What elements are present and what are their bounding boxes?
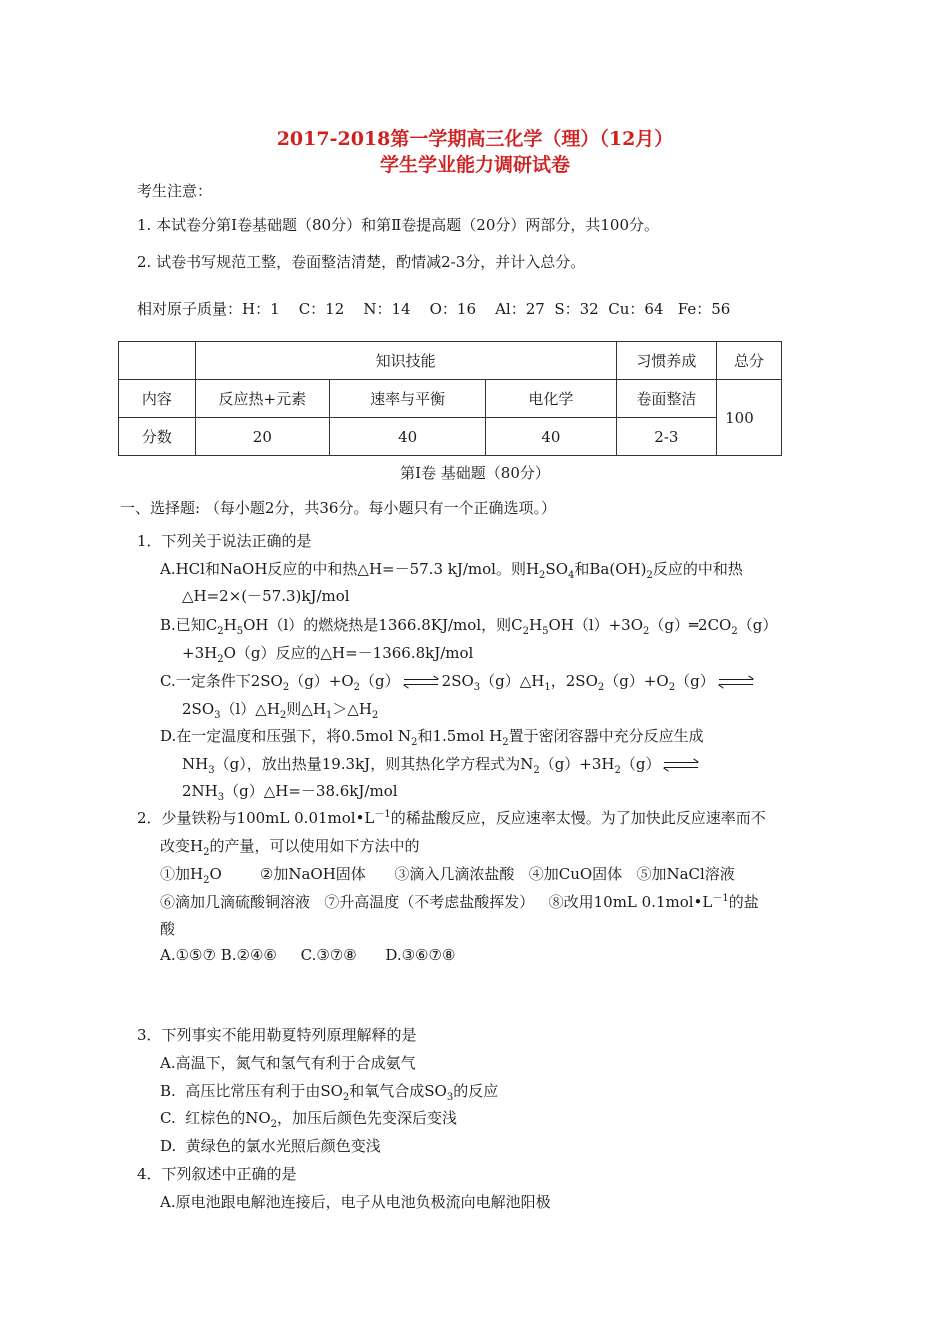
row-label-score: 分数 — [119, 418, 196, 456]
q1-option-d-line2: $NH_3(g)$，放出热量19.3kJ，则其热化学方程式为$N_2(g)+3H_2(g)$ — [182, 753, 702, 774]
score-cell: 2-3 — [616, 418, 717, 456]
score-cell: 40 — [486, 418, 616, 456]
content-cell: 速率与平衡 — [330, 380, 486, 418]
score-cell: 40 — [330, 418, 486, 456]
content-cell: 反应热+元素 — [195, 380, 329, 418]
q2-options-line2: ⑥滴加几滴硫酸铜溶液 ⑦升高温度（不考虑盐酸挥发） ⑧改用10mL $0.1mol•L^{-1}$的盐 — [160, 893, 759, 911]
part1-instruction: 一、选择题: （每小题2分，共36分。每小题只有一个正确选项。） — [120, 499, 556, 517]
q1-option-c-line1: C.一定条件下$2SO_2(g)+O_2(g)$ $2SO_3(g)\triangle H_1$，$2SO_2(g)+O_2(g)$ — [160, 670, 757, 691]
score-cell: 20 — [195, 418, 329, 456]
table-corner-cell — [119, 342, 196, 380]
q1-option-d-line1: D.在一定温度和压强下，将0.5mol $N_2$和1.5mol $H_2$置于密闭容器中充分反应生成 — [160, 727, 704, 748]
q4-stem: 4．下列叙述中正确的是 — [137, 1165, 297, 1183]
notice-heading: 考生注意： — [137, 182, 213, 200]
equilibrium-arrow-icon — [664, 760, 698, 770]
q1-stem: 1．下列关于说法正确的是 — [137, 532, 312, 550]
q1-option-b-line1: B.已知$C_2H_5OH(l)$的燃烧热是1366.8KJ/mol，则$C_2H_5OH(l)+3O_2(g)═2CO_2(g)$ — [160, 616, 778, 637]
q3-stem: 3．下列事实不能用勒夏特列原理解释的是 — [137, 1026, 417, 1044]
q3-option-d: D. 黄绿色的氯水光照后颜色变浅 — [160, 1137, 381, 1155]
equilibrium-arrow-icon — [404, 677, 438, 687]
exam-title-line2: 学生学业能力调研试卷 — [379, 154, 570, 176]
content-cell: 卷面整洁 — [616, 380, 717, 418]
header-knowledge: 知识技能 — [195, 342, 616, 380]
q1-option-a-line2: △H=2×(－57.3)kJ/mol — [182, 587, 350, 605]
notice-item-2: 2. 试卷书写规范工整，卷面整洁清楚，酌情减2-3分，并计入总分。 — [137, 253, 586, 271]
q2-options-line3: 酸 — [160, 920, 176, 938]
content-cell: 电化学 — [486, 380, 616, 418]
q2-stem-line1: 2．少量铁粉与100mL $0.01mol•L^{-1}$的稀盐酸反应，反应速率太慢。为了加快此反应速率而不 — [137, 809, 766, 827]
q1-option-b-line2: $+3H_2O(g)$反应的△H=－1366.8kJ/mol — [182, 644, 474, 665]
q4-option-a: A.原电池跟电解池连接后，电子从电池负极流向电解池阳极 — [160, 1193, 551, 1211]
header-total: 总分 — [717, 342, 782, 380]
q3-option-c: C. 红棕色的$NO_2$，加压后颜色先变深后变浅 — [160, 1109, 458, 1130]
section-heading: 第Ⅰ卷 基础题（80分） — [400, 464, 550, 482]
q1-option-a-line1: A.HCl和NaOH反应的中和热△H=－57.3 kJ/mol。则$H_2SO_4$和$Ba(OH)_2$反应的中和热 — [160, 560, 743, 581]
q2-stem-line2: 改变$H_2$的产量，可以使用如下方法中的 — [160, 837, 420, 858]
header-habit: 习惯养成 — [616, 342, 717, 380]
row-label-content: 内容 — [119, 380, 196, 418]
total-score-cell: 100 — [717, 380, 782, 456]
q2-options-line1: ①加$H_2O$ ②加NaOH固体 ③滴入几滴浓盐酸 ④加CuO固体 ⑤加NaCl溶液 — [160, 865, 735, 886]
q1-option-d-line3: $2NH_3(g)\triangle H=-38.6kJ$/mol — [182, 782, 398, 803]
q3-option-a: A.高温下，氮气和氢气有利于合成氨气 — [160, 1054, 416, 1072]
q3-option-b: B. 高压比常压有利于由$SO_2$和氧气合成$SO_3$的反应 — [160, 1082, 499, 1103]
exam-title-line1: 2017-2018第一学期高三化学（理）（12月） — [276, 128, 674, 150]
score-table — [118, 341, 782, 456]
atomic-mass-line: 相对原子质量：H：1 C：12 N：14 O：16 Al：27 S：32 Cu：64 Fe：56 — [137, 300, 731, 318]
equilibrium-arrow-icon — [719, 677, 753, 687]
notice-item-1: 1. 本试卷分第Ⅰ卷基础题（80分）和第Ⅱ卷提高题（20分）两部分，共100分。 — [137, 216, 660, 234]
q2-choices: A.①⑤⑦ B.②④⑥ C.③⑦⑧ D.③⑥⑦⑧ — [160, 946, 456, 964]
q1-option-c-line2: $2SO_3(l)\triangle H_2$则$\triangle H_1>\triangle H_2$ — [182, 700, 379, 721]
